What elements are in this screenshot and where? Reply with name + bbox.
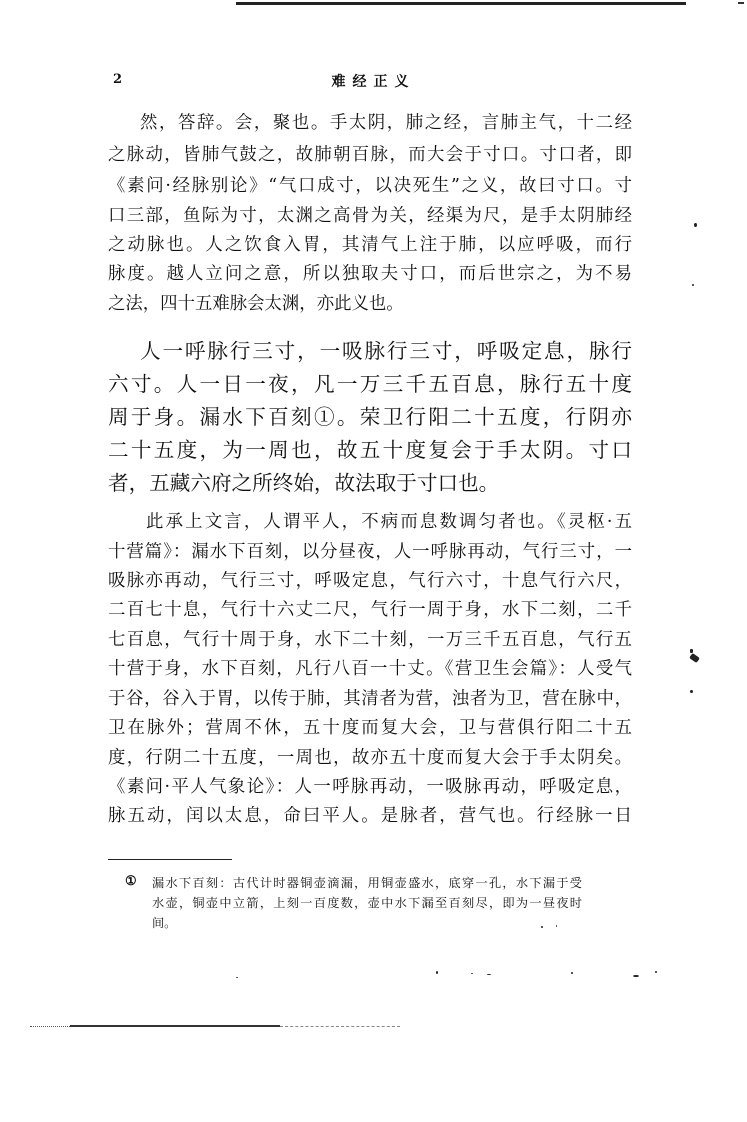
footnote-line: 间。 <box>152 916 177 930</box>
text-line: 此承上文言，人谓平人，不病而息数调匀者也。《灵枢·五 <box>146 512 632 532</box>
scan-speck <box>556 925 557 927</box>
scan-artifact-top-tick <box>738 2 744 4</box>
text-line: 之法，四十五难脉会太渊，亦此义也。 <box>108 294 404 314</box>
text-line: 二百七十息，气行十六丈二尺，气行一周于身，水下二刻，二千 <box>108 600 632 620</box>
footnote-rule <box>108 859 232 860</box>
text-line: 卫在脉外；营周不休，五十度而复大会，卫与营俱行阳二十五 <box>108 718 632 738</box>
text-line: 六寸。人一日一夜，凡一万三千五百息，脉行五十度 <box>108 372 632 396</box>
text-line: 口三部，鱼际为寸，太渊之高骨为关，经渠为尺，是手太阴肺经 <box>108 206 632 226</box>
footnote-marker: ① <box>125 874 137 889</box>
text-line: 周于身。漏水下百刻①。荣卫行阳二十五度，行阴亦 <box>108 405 632 429</box>
text-line: 之脉动，皆肺气鼓之，故肺朝百脉，而大会于寸口。寸口者，即 <box>108 145 632 165</box>
page-number: 2 <box>113 72 123 87</box>
text-line: 度，行阴二十五度，一周也，故亦五十度而复大会于手太阴矣。 <box>108 748 632 768</box>
scan-speck <box>436 971 438 974</box>
text-line: 者，五藏六府之所终始，故法取于寸口也。 <box>108 471 500 495</box>
scan-speck <box>690 690 693 693</box>
scan-speck <box>689 653 700 663</box>
footnote-line: 漏水下百刻：古代计时器铜壶滴漏，用铜壶盛水，底穿一孔，水下漏于受 <box>152 876 582 890</box>
text-line: 十营于身，水下百刻，凡行八百一十丈。《营卫生会篇》：人受气 <box>108 659 632 679</box>
text-line: 人一呼脉行三寸，一吸脉行三寸，呼吸定息，脉行 <box>140 339 632 363</box>
scan-speck <box>692 284 694 286</box>
scan-artifact-top-edge <box>236 2 686 5</box>
text-line: 《素问·经脉别论》“气口成寸，以决死生”之义，故曰寸口。寸 <box>108 176 632 196</box>
scan-speck <box>236 977 238 978</box>
scan-speck <box>541 926 543 928</box>
text-line: 然，答辞。会，聚也。手太阴，肺之经，言肺主气，十二经 <box>140 113 632 133</box>
running-title: 难经正义 <box>331 74 416 90</box>
scan-speck <box>571 972 573 974</box>
text-line: 吸脉亦再动，气行三寸，呼吸定息，气行六寸，十息气行六尺， <box>108 571 632 591</box>
scan-artifact-bottom-dashes <box>280 1026 400 1028</box>
text-line: 之动脉也。人之饮食入胃，其清气上注于肺，以应呼吸，而行 <box>108 235 632 255</box>
scan-artifact-bottom-dots <box>30 1026 70 1028</box>
text-line: 十营篇》：漏水下百刻，以分昼夜，人一呼脉再动，气行三寸，一 <box>108 542 632 562</box>
scan-speck <box>487 974 491 975</box>
scan-speck <box>655 971 657 973</box>
text-line: 七百息，气行十周于身，水下二十刻，一万三千五百息，气行五 <box>108 630 632 650</box>
text-line: 脉度。越人立问之意，所以独取夫寸口，而后世宗之，为不易 <box>108 264 632 284</box>
text-line: 二十五度，为一周也，故五十度复会于手太阴。寸口 <box>108 438 632 462</box>
text-line: 于谷，谷入于胃，以传于肺，其清者为营，浊者为卫，营在脉中， <box>108 689 632 709</box>
footnote-line: 水壶，铜壶中立箭，上刻一百度数，壶中水下漏至百刻尽，即为一昼夜时 <box>152 896 582 910</box>
text-line: 《素问·平人气象论》：人一呼脉再动，一吸脉再动，呼吸定息， <box>108 777 632 797</box>
text-line: 脉五动，闰以太息，命曰平人。是脉者，营气也。行经脉一日 <box>108 806 632 826</box>
scan-speck <box>694 223 697 227</box>
scan-speck <box>471 973 473 974</box>
scan-speck <box>633 975 639 977</box>
scan-artifact-bottom-edge <box>70 1025 280 1027</box>
